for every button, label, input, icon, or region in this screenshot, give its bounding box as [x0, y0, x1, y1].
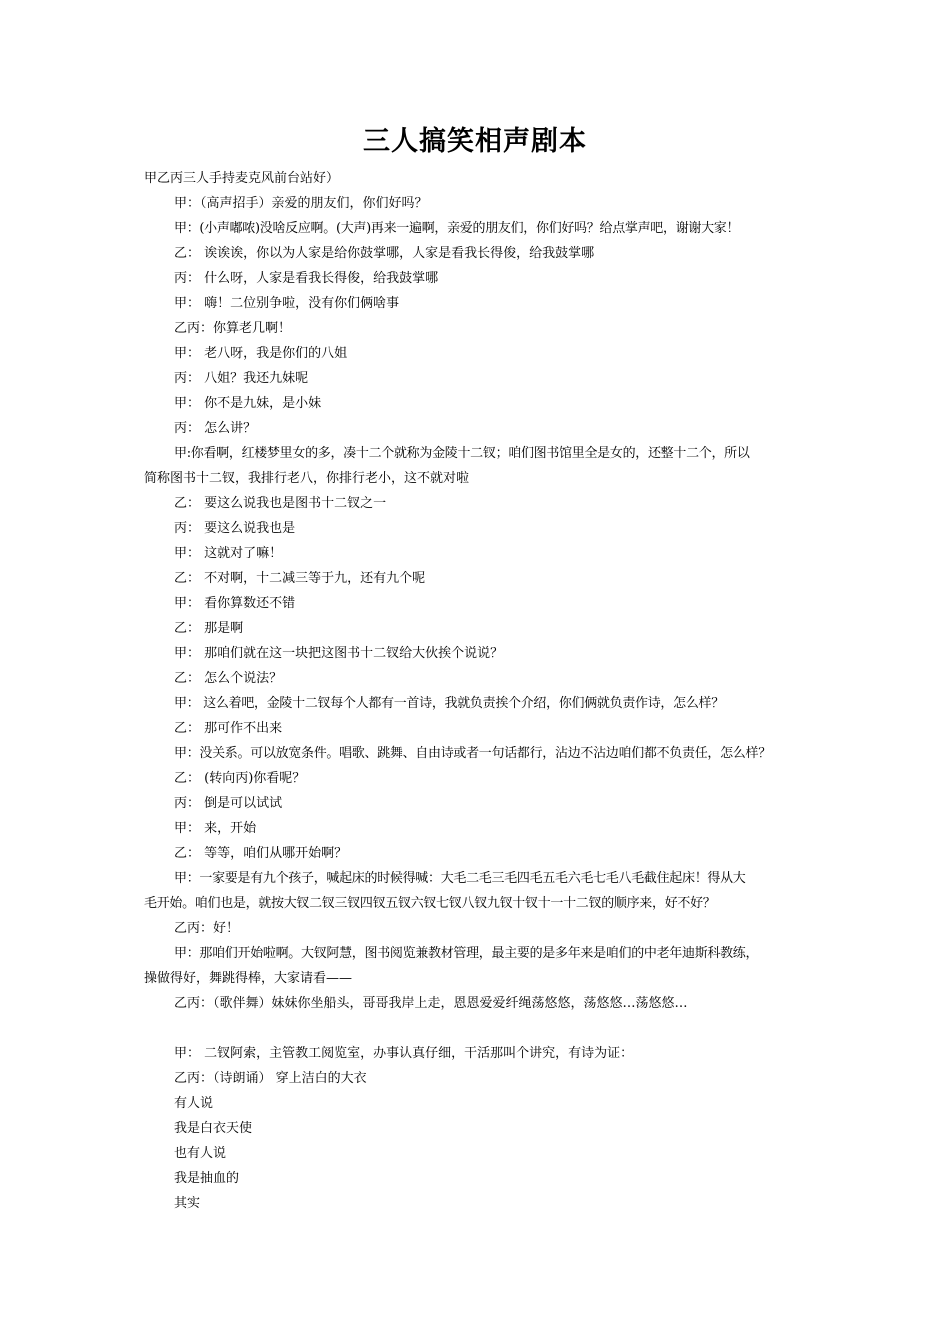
dialogue-line: 甲： 二钗阿索，主管教工阅览室，办事认真仔细，干活那叫个讲究，有诗为证： [174, 1046, 634, 1061]
dialogue-line: 甲： 嗨！二位别争啦，没有你们俩啥事 [174, 296, 400, 311]
dialogue-line: 甲： 你不是九妹，是小妹 [174, 396, 322, 411]
dialogue-line: 乙： (转向丙)你看呢？ [174, 771, 306, 786]
dialogue-continuation: 毛开始。咱们也是，就按大钗二钗三钗四钗五钗六钗七钗八钗九钗十钗十一十二钗的顺序来，好不好？ [144, 896, 716, 911]
dialogue-line: 甲：（高声招手）亲爱的朋友们，你们好吗？ [174, 196, 428, 211]
blank-line [144, 1016, 824, 1041]
dialogue-line: 乙： 要这么说我也是图书十二钗之一 [174, 496, 387, 511]
dialogue-line: 甲：那咱们开始啦啊。大钗阿慧，图书阅览兼教材管理，最主要的是多年来是咱们的中老年迪斯科教练， [174, 946, 759, 961]
dialogue-line: 甲：一家要是有九个孩子，喊起床的时候得喊：大毛二毛三毛四毛五毛六毛七毛八毛截住起床！得从大 [174, 871, 746, 886]
dialogue-line: 甲： 老八呀，我是你们的八姐 [174, 346, 348, 361]
dialogue-continuation: 操做得好，舞跳得棒，大家请看—— [144, 971, 353, 986]
dialogue-line: 丙： 倒是可以试试 [174, 796, 283, 811]
dialogue-line: 乙丙：你算老几啊！ [174, 321, 292, 336]
poem-line: 也有人说 [174, 1146, 227, 1161]
dialogue-line: 甲： 这么着吧，金陵十二钗每个人都有一首诗，我就负责挨个介绍，你们俩就负责作诗，怎么样？ [174, 696, 724, 711]
dialogue-line: 丙： 什么呀，人家是看我长得俊，给我鼓掌哪 [174, 271, 439, 286]
stage-direction: 甲乙丙三人手持麦克风前台站好） [144, 171, 340, 186]
dialogue-line: 乙： 那是啊 [174, 621, 244, 636]
dialogue-line: 甲:你看啊，红楼梦里女的多，凑十二个就称为金陵十二钗；咱们图书馆里全是女的，还整十二个，所以 [174, 446, 750, 461]
poem-line: 我是白衣天使 [174, 1121, 253, 1136]
dialogue-continuation: 简称图书十二钗，我排行老八，你排行老小，这不就对啦 [144, 471, 470, 486]
dialogue-line: 乙丙：（歌伴舞）妹妹你坐船头，哥哥我岸上走，恩恩爱爱纤绳荡悠悠，荡悠悠…荡悠悠… [174, 996, 688, 1011]
script-body [144, 166, 824, 1216]
dialogue-line: 乙： 诶诶诶，你以为人家是给你鼓掌哪，人家是看我长得俊，给我鼓掌哪 [174, 246, 595, 261]
dialogue-line: 甲： 这就对了嘛！ [174, 546, 283, 561]
poem-line: 其实 [174, 1196, 201, 1211]
dialogue-line: 乙： 等等，咱们从哪开始啊？ [174, 846, 348, 861]
dialogue-line: 甲： 来，开始 [174, 821, 257, 836]
dialogue-line: 甲： 那咱们就在这一块把这图书十二钗给大伙挨个说说？ [174, 646, 504, 661]
dialogue-line: 乙： 不对啊，十二减三等于九，还有九个呢 [174, 571, 426, 586]
dialogue-line: 乙丙：好！ [174, 921, 240, 936]
dialogue-line: 甲： 看你算数还不错 [174, 596, 296, 611]
dialogue-line: 乙丙：（诗朗诵） 穿上洁白的大衣 [174, 1071, 367, 1086]
dialogue-line: 甲：没关系。可以放宽条件。唱歌、跳舞、自由诗或者一句话都行，沾边不沾边咱们都不负责任，怎么样？ [174, 746, 771, 761]
dialogue-line: 甲：(小声嘟哝)没啥反应啊。(大声)再来一遍啊，亲爱的朋友们，你们好吗？给点掌声吧，谢谢大家！ [174, 221, 740, 236]
dialogue-line: 乙： 那可作不出来 [174, 721, 283, 736]
dialogue-line: 丙： 怎么讲？ [174, 421, 257, 436]
dialogue-line: 丙： 要这么说我也是 [174, 521, 296, 536]
poem-line: 有人说 [174, 1096, 214, 1111]
document-title: 三人搞笑相声剧本 [363, 126, 587, 157]
poem-line: 我是抽血的 [174, 1171, 240, 1186]
dialogue-line: 丙： 八姐？我还九妹呢 [174, 371, 309, 386]
dialogue-line: 乙： 怎么个说法？ [174, 671, 283, 686]
